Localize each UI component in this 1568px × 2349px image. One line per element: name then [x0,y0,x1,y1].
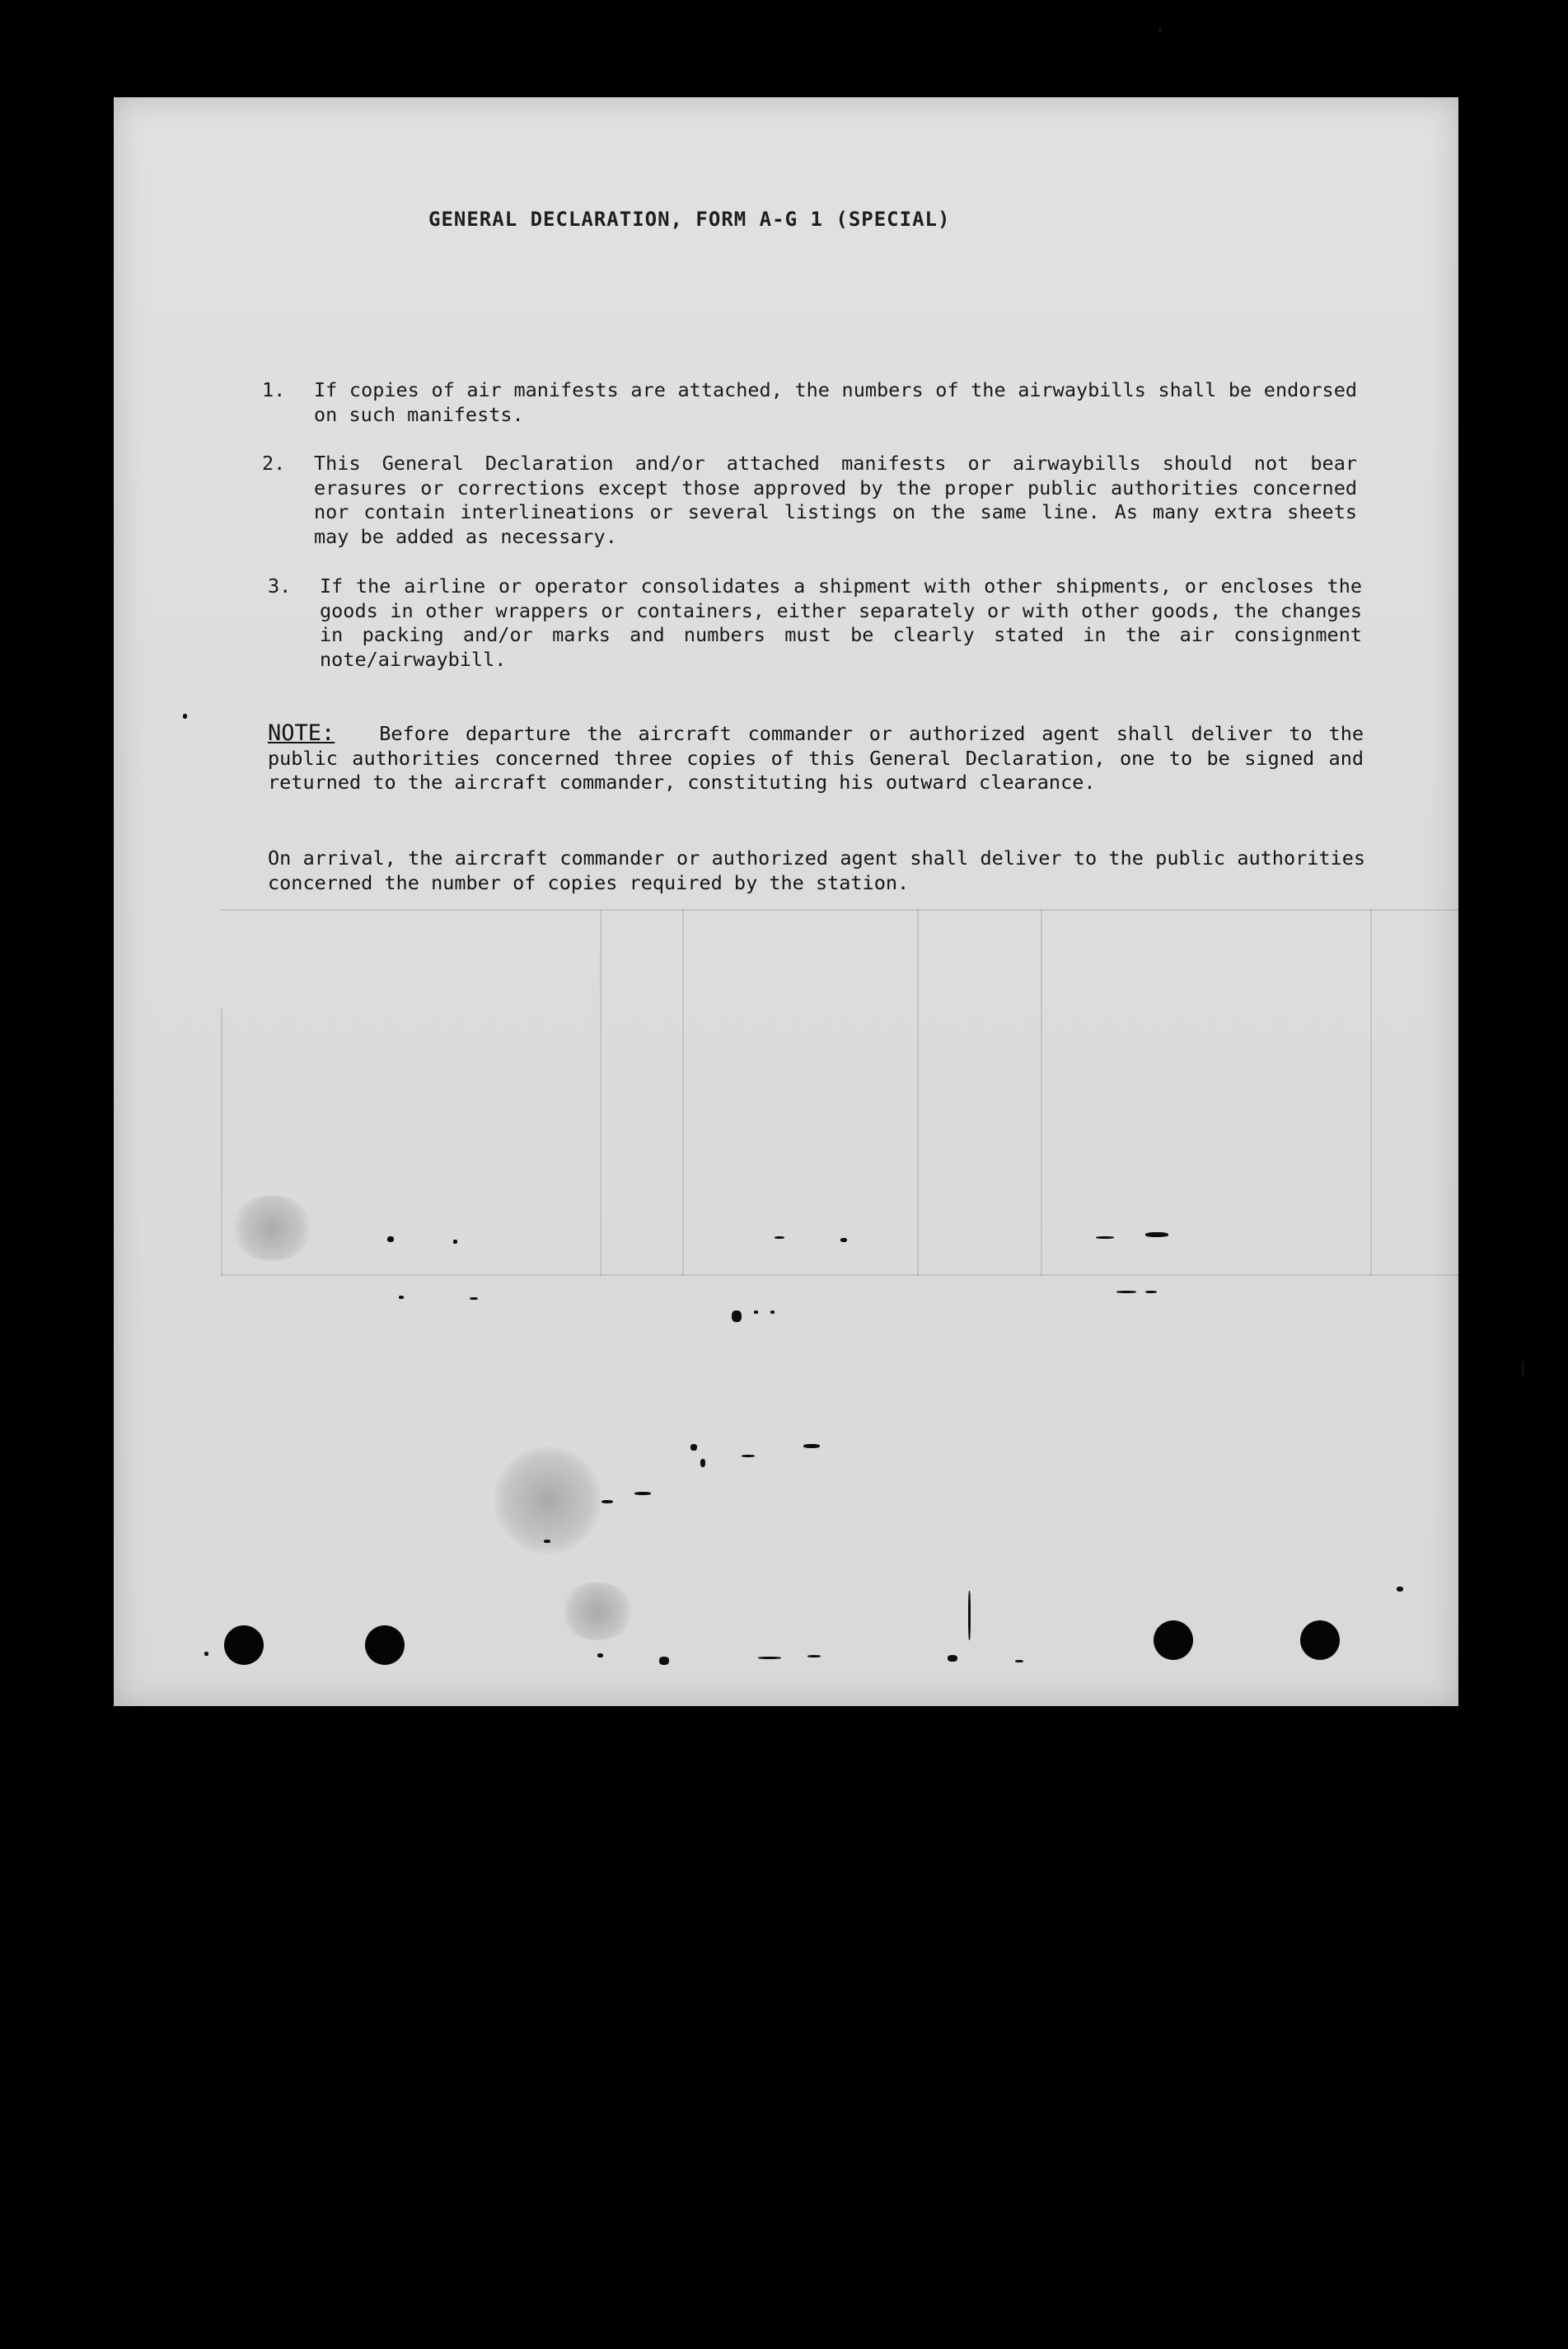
note-text: Before departure the aircraft commander or authorized agent shall deliver to the public authorities concerned three copies of this General Declaration, one to be signed and returned to the aircraft commander, constituting his outward clearance. [268,722,1364,794]
ink-speck [807,1655,821,1657]
ink-speck [453,1240,457,1244]
punch-hole [1300,1620,1340,1660]
instruction-item-1 [262,378,1357,427]
ink-speck [470,1297,478,1300]
punch-hole [1154,1620,1193,1660]
ink-speck [690,1444,697,1451]
instruction-item-3 [268,574,1362,672]
ink-speck [1145,1291,1157,1293]
document-title: GENERAL DECLARATION, FORM A-G 1 (SPECIAL) [428,208,951,231]
instruction-item-2 [262,452,1357,549]
ink-speck [659,1657,669,1665]
ink-speck [1397,1587,1403,1592]
ink-speck [387,1236,394,1242]
ink-speck [399,1296,404,1299]
punch-hole [365,1625,405,1665]
ink-speck [1015,1660,1023,1662]
ink-speck [204,1652,208,1656]
ink-speck [700,1459,705,1467]
bleed-through-line [221,1008,222,1276]
ink-speck [601,1500,613,1503]
ink-speck [1096,1236,1114,1239]
ink-speck [758,1657,781,1659]
ink-speck [1158,26,1162,33]
ink-speck [634,1492,651,1495]
note-paragraph [268,721,1364,795]
ink-smudge [231,1195,313,1261]
ink-speck [754,1310,758,1314]
ink-speck [732,1310,742,1322]
ink-speck [775,1236,784,1239]
document-sheet [114,97,1458,1706]
ink-speck [597,1653,603,1657]
ink-speck [803,1444,820,1448]
bleed-through-line [1041,909,1042,1276]
ink-smudge [494,1446,601,1554]
item-number: 3. [268,574,292,598]
ink-speck [1521,1360,1524,1378]
bleed-through-line [221,1274,1481,1276]
bleed-through-line [221,909,1481,911]
ink-speck [1116,1291,1136,1293]
ink-speck [968,1591,971,1640]
punch-hole [224,1625,264,1665]
item-text: If copies of air manifests are attached, the numbers of the airwaybills shall be endorsed on such manifests. [314,378,1357,426]
ink-smudge [560,1582,634,1640]
ink-speck [770,1310,775,1314]
ink-speck [183,714,187,719]
bleed-through-line [600,909,601,1276]
item-text: If the airline or operator consolidates a shipment with other shipments, or encloses the goods in other wrappers or containers, either separately or with other goods, the changes in packing and/or marks and numbers must be clearly stated in the air consignment note/airwaybill. [320,574,1362,671]
bleed-through-line [1370,909,1372,1276]
item-number: 2. [262,452,286,475]
ink-speck [544,1540,550,1543]
ink-speck [948,1655,957,1662]
ink-speck [742,1455,755,1457]
item-text: This General Declaration and/or attached manifests or airwaybills should not bear erasures or corrections except those approved by the proper public authorities concerned nor contain interlineations or several listings on the same line. As many extra sheets may be added as necessary. [314,452,1357,548]
ink-speck [1145,1232,1168,1237]
note-label: NOTE: [268,720,335,746]
item-number: 1. [262,378,286,401]
arrival-paragraph: On arrival, the aircraft commander or authorized agent shall deliver to the public authorities concerned the number of copies required by the station. [268,846,1365,894]
ink-speck [840,1238,847,1242]
bleed-through-line [682,909,684,1276]
bleed-through-line [917,909,919,1276]
